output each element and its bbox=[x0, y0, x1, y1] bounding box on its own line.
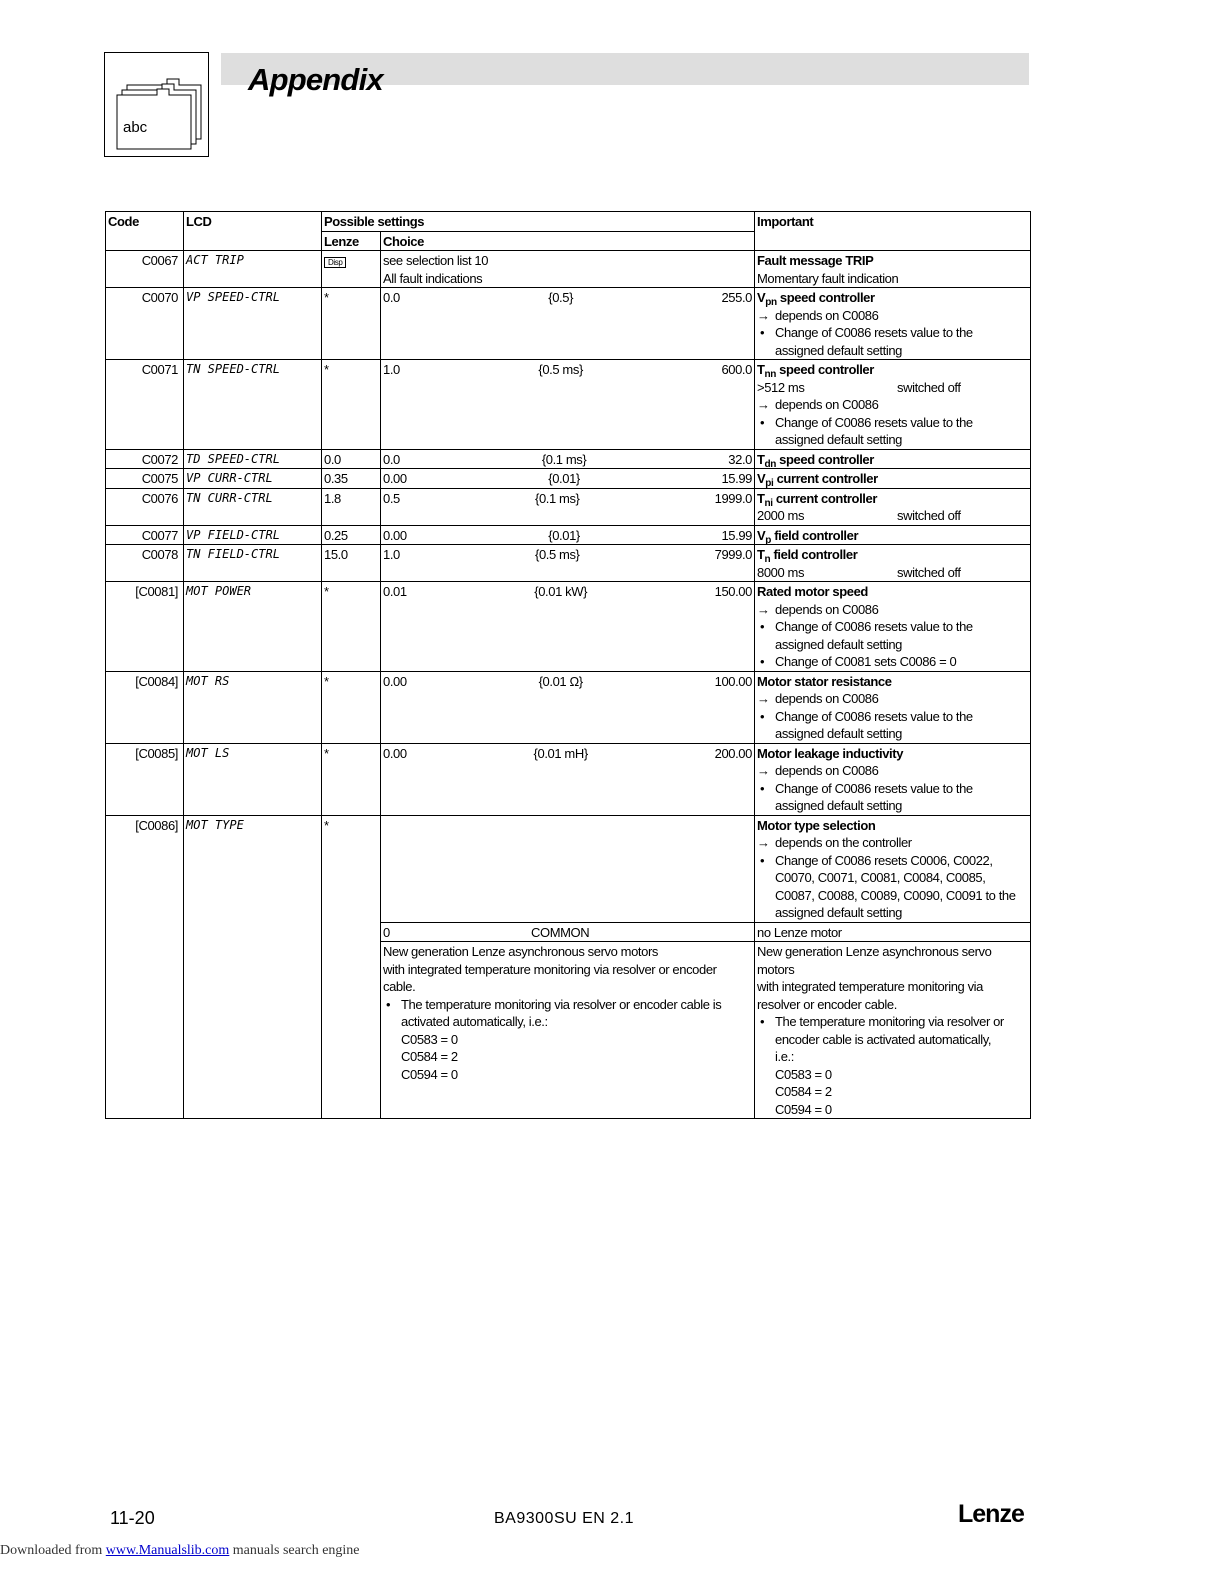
download-prefix: Downloaded from bbox=[0, 1543, 106, 1558]
lenze-cell bbox=[322, 449, 381, 469]
important-cell bbox=[755, 288, 1031, 360]
header-code: Code bbox=[106, 212, 184, 251]
range-max: 15.99 bbox=[721, 527, 752, 543]
table-row bbox=[106, 582, 1031, 672]
threshold: 2000 ms bbox=[757, 508, 805, 523]
table-row bbox=[106, 251, 1031, 288]
bullet-continuation: assigned default setting bbox=[775, 432, 902, 447]
arrow-note: → depends on the controller bbox=[757, 834, 1028, 852]
important-cell bbox=[755, 815, 1031, 922]
range-max: 32.0 bbox=[728, 451, 752, 467]
arrow-note: → depends on C0086 bbox=[757, 601, 1028, 619]
range-step: {0.5 ms} bbox=[535, 547, 580, 562]
lenze-cell bbox=[322, 582, 381, 672]
range-min: 0.00 bbox=[383, 673, 407, 689]
choice-cell bbox=[381, 360, 755, 450]
lenze-cell bbox=[322, 251, 381, 288]
range-min: 0.5 bbox=[383, 490, 400, 506]
title-subscript: nn bbox=[764, 369, 776, 380]
lcd-cell: VP FIELD-CTRL bbox=[184, 525, 322, 545]
important-title bbox=[757, 451, 1028, 469]
title-subscript: pn bbox=[765, 297, 777, 308]
range-step: {0.01} bbox=[548, 471, 580, 486]
bullet-continuation: C0584 = 2 bbox=[401, 1049, 458, 1064]
range bbox=[383, 527, 752, 545]
important-cell bbox=[755, 525, 1031, 545]
bullet-note: • Change of C0081 sets C0086 = 0 bbox=[757, 653, 1028, 671]
important-cell bbox=[755, 488, 1031, 525]
lcd-cell: MOT TYPE bbox=[184, 815, 322, 1119]
disp-badge: Disp bbox=[324, 257, 346, 268]
description-line: New generation Lenze asynchronous servo motors bbox=[383, 944, 658, 959]
choice-cell bbox=[381, 582, 755, 672]
table-row bbox=[106, 360, 1031, 450]
arrow-note: → depends on C0086 bbox=[757, 396, 1028, 414]
code-cell: C0070 bbox=[106, 288, 184, 360]
option-name: COMMON bbox=[531, 924, 590, 940]
choice-line: All fault indications bbox=[383, 270, 483, 286]
title-symbol: T bbox=[757, 547, 765, 562]
important-cell bbox=[755, 582, 1031, 672]
title-subscript: dn bbox=[764, 458, 776, 470]
lcd-cell: MOT LS bbox=[184, 743, 322, 815]
important-cell bbox=[755, 545, 1031, 582]
description-important bbox=[755, 942, 1031, 1119]
bullet-continuation: encoder cable is activated automatically, bbox=[775, 1031, 992, 1047]
code-cell: C0071 bbox=[106, 360, 184, 450]
title-subscript: p bbox=[765, 534, 771, 546]
range-min: 1.0 bbox=[383, 547, 400, 562]
bullet-continuation: C0070, C0071, C0081, C0084, C0085, bbox=[775, 870, 986, 885]
title-text: speed controller bbox=[775, 451, 874, 467]
title-subscript: pi bbox=[765, 478, 774, 489]
range-step: {0.01 kW} bbox=[534, 584, 588, 599]
important-cell bbox=[755, 449, 1031, 469]
range-max: 7999.0 bbox=[714, 547, 752, 562]
code-cell: C0072 bbox=[106, 449, 184, 469]
bullet-note: • Change of C0086 resets value to the bbox=[757, 708, 1028, 726]
title-symbol: V bbox=[757, 527, 766, 543]
range bbox=[383, 546, 752, 564]
table-row-c0086 bbox=[106, 815, 1031, 922]
title-text: current controller bbox=[772, 490, 878, 506]
lenze-value: * bbox=[324, 290, 329, 305]
important-line: Momentary fault indication bbox=[757, 270, 899, 286]
download-notice bbox=[0, 1543, 360, 1559]
lenze-cell bbox=[322, 469, 381, 489]
important-title: Rated motor speed bbox=[757, 584, 868, 599]
description-line: resolver or encoder cable. bbox=[757, 996, 897, 1012]
bullet-continuation: assigned default setting bbox=[775, 636, 902, 652]
lenze-value: 0.0 bbox=[324, 451, 341, 467]
lenze-cell bbox=[322, 488, 381, 525]
code-cell: C0076 bbox=[106, 488, 184, 525]
code-cell: [C0085] bbox=[106, 743, 184, 815]
bullet-continuation: C0583 = 0 bbox=[775, 1066, 832, 1082]
table-row bbox=[106, 288, 1031, 360]
option-important: no Lenze motor bbox=[755, 922, 1031, 942]
lenze-cell bbox=[322, 545, 381, 582]
important-title bbox=[757, 289, 1028, 307]
range-max: 600.0 bbox=[721, 362, 752, 377]
range-step: {0.01 mH} bbox=[533, 745, 588, 761]
important-title: Fault message TRIP bbox=[757, 253, 874, 268]
range-max: 1999.0 bbox=[714, 490, 752, 506]
lcd-cell: TD SPEED-CTRL bbox=[184, 449, 322, 469]
range-max: 200.00 bbox=[714, 745, 752, 761]
lenze-cell bbox=[322, 743, 381, 815]
bullet-continuation: assigned default setting bbox=[775, 905, 902, 920]
lcd-cell: TN FIELD-CTRL bbox=[184, 545, 322, 582]
range bbox=[383, 289, 752, 307]
range bbox=[383, 583, 752, 601]
lenze-value: * bbox=[324, 362, 329, 377]
range-max: 255.0 bbox=[721, 290, 752, 305]
header-important: Important bbox=[755, 212, 1031, 251]
lenze-value: * bbox=[324, 673, 329, 689]
range-step: {0.1 ms} bbox=[535, 490, 580, 506]
choice-cell bbox=[381, 525, 755, 545]
bullet-continuation: C0594 = 0 bbox=[401, 1066, 458, 1082]
lenze-cell bbox=[322, 525, 381, 545]
header-possible-settings: Possible settings bbox=[322, 212, 755, 232]
important-title bbox=[757, 546, 1028, 564]
choice-cell bbox=[381, 671, 755, 743]
bullet-note: • The temperature monitoring via resolver or bbox=[757, 1013, 1028, 1031]
download-suffix: manuals search engine bbox=[229, 1543, 360, 1558]
range bbox=[383, 470, 752, 488]
important-title bbox=[757, 361, 1028, 379]
lenze-value: * bbox=[324, 584, 329, 599]
lenze-value: 0.35 bbox=[324, 471, 348, 486]
bullet-note: • Change of C0086 resets value to the bbox=[757, 618, 1028, 636]
document-id: BA9300SU EN 2.1 bbox=[494, 1510, 635, 1527]
important-title bbox=[757, 470, 1028, 488]
lenze-cell bbox=[322, 671, 381, 743]
bullet-note: • Change of C0086 resets value to the bbox=[757, 780, 1028, 798]
lenze-value: 0.25 bbox=[324, 527, 348, 543]
important-title bbox=[757, 490, 1028, 508]
code-cell: C0067 bbox=[106, 251, 184, 288]
title-symbol: T bbox=[757, 451, 765, 467]
title-subscript: n bbox=[764, 554, 771, 565]
bullet-note: • The temperature monitoring via resolver or encoder cable is bbox=[383, 996, 752, 1014]
title-symbol: V bbox=[757, 471, 766, 486]
title-text: speed controller bbox=[775, 362, 874, 377]
option-value: 0 bbox=[383, 924, 390, 940]
title-symbol: T bbox=[757, 490, 765, 506]
table-row bbox=[106, 488, 1031, 525]
lenze-value: 15.0 bbox=[324, 547, 348, 562]
range-min: 0.0 bbox=[383, 290, 400, 305]
lenze-cell bbox=[322, 360, 381, 450]
bullet-continuation: C0584 = 2 bbox=[775, 1084, 832, 1099]
table-row bbox=[106, 743, 1031, 815]
lcd-cell: VP CURR-CTRL bbox=[184, 469, 322, 489]
bullet-note: • Change of C0086 resets value to the bbox=[757, 414, 1028, 432]
title-subscript: ni bbox=[764, 497, 773, 509]
choice-cell bbox=[381, 288, 755, 360]
lcd-cell: TN CURR-CTRL bbox=[184, 488, 322, 525]
page-title: Appendix bbox=[248, 62, 383, 97]
bullet-continuation: C0583 = 0 bbox=[401, 1031, 458, 1047]
threshold: 8000 ms bbox=[757, 564, 805, 580]
bullet-continuation: assigned default setting bbox=[775, 342, 902, 358]
header-lcd: LCD bbox=[184, 212, 322, 251]
range bbox=[383, 745, 752, 763]
switch-off-note bbox=[757, 507, 1028, 525]
lenze-cell bbox=[322, 288, 381, 360]
important-title: Motor type selection bbox=[757, 817, 876, 833]
range-max: 150.00 bbox=[714, 584, 752, 599]
important-cell bbox=[755, 360, 1031, 450]
bullet-continuation: C0087, C0088, C0089, C0090, C0091 to the bbox=[775, 887, 1016, 903]
arrow-note: → depends on C0086 bbox=[757, 762, 1028, 780]
option-choice bbox=[381, 922, 755, 942]
title-symbol: T bbox=[757, 362, 765, 377]
code-cell: [C0084] bbox=[106, 671, 184, 743]
arrow-note: → depends on C0086 bbox=[757, 690, 1028, 708]
important-title: Motor leakage inductivity bbox=[757, 745, 904, 761]
range bbox=[383, 361, 752, 379]
code-cell: C0077 bbox=[106, 525, 184, 545]
table-row bbox=[106, 671, 1031, 743]
range-step: {0.5} bbox=[548, 290, 574, 305]
lenze-cell: * bbox=[322, 815, 381, 1119]
range-min: 0.00 bbox=[383, 471, 407, 486]
range-step: {0.1 ms} bbox=[541, 451, 587, 467]
icon-label: abc bbox=[123, 119, 148, 136]
choice-cell bbox=[381, 469, 755, 489]
important-title bbox=[757, 527, 1028, 545]
page-number: 11-20 bbox=[110, 1508, 155, 1528]
folder-stack-icon bbox=[104, 52, 209, 157]
threshold-effect: switched off bbox=[897, 508, 961, 523]
table-row bbox=[106, 545, 1031, 582]
table-row bbox=[106, 469, 1031, 489]
important-title: Motor stator resistance bbox=[757, 673, 892, 689]
parameter-table bbox=[105, 211, 1031, 1119]
code-cell: C0075 bbox=[106, 469, 184, 489]
code-cell: C0078 bbox=[106, 545, 184, 582]
bullet-continuation: assigned default setting bbox=[775, 726, 902, 741]
description-line: cable. bbox=[383, 979, 416, 994]
important-cell bbox=[755, 469, 1031, 489]
code-cell: [C0086] bbox=[106, 815, 184, 1119]
lcd-cell: MOT RS bbox=[184, 671, 322, 743]
choice-line: see selection list 10 bbox=[383, 253, 489, 268]
switch-off-note bbox=[757, 379, 1028, 397]
description-line: motors bbox=[757, 961, 795, 977]
description-line: New generation Lenze asynchronous servo bbox=[757, 944, 992, 959]
switch-off-note bbox=[757, 564, 1028, 582]
title-text: speed controller bbox=[776, 290, 875, 305]
manualslib-link[interactable]: www.Manualslib.com bbox=[105, 1543, 230, 1558]
range-max: 15.99 bbox=[721, 471, 752, 486]
title-text: field controller bbox=[770, 547, 858, 562]
lcd-cell: ACT TRIP bbox=[184, 251, 322, 288]
range-min: 1.0 bbox=[383, 362, 400, 377]
choice-cell bbox=[381, 743, 755, 815]
bullet-note: • Change of C0086 resets C0006, C0022, bbox=[757, 852, 1028, 870]
table-header-row bbox=[106, 212, 1031, 232]
bullet-continuation: i.e.: bbox=[775, 1049, 794, 1064]
code-cell: [C0081] bbox=[106, 582, 184, 672]
lenze-value: 1.8 bbox=[324, 490, 341, 506]
bullet-continuation: assigned default setting bbox=[775, 798, 902, 813]
range bbox=[383, 490, 752, 508]
choice-cell bbox=[381, 449, 755, 469]
threshold-effect: switched off bbox=[897, 564, 961, 580]
range-max: 100.00 bbox=[714, 673, 752, 689]
header-choice: Choice bbox=[381, 231, 755, 251]
option-value-name bbox=[383, 924, 752, 942]
important-cell bbox=[755, 251, 1031, 288]
range-min: 0.00 bbox=[383, 745, 407, 761]
range-step: {0.01} bbox=[548, 527, 580, 543]
choice-cell bbox=[381, 488, 755, 525]
range-min: 0.0 bbox=[383, 451, 400, 467]
description-choice bbox=[381, 942, 755, 1119]
lcd-cell: VP SPEED-CTRL bbox=[184, 288, 322, 360]
description-line: with integrated temperature monitoring via resolver or encoder bbox=[383, 961, 717, 977]
table-row bbox=[106, 525, 1031, 545]
range bbox=[383, 673, 752, 691]
lcd-cell: TN SPEED-CTRL bbox=[184, 360, 322, 450]
range-step: {0.5 ms} bbox=[538, 362, 583, 377]
choice-cell-empty bbox=[381, 815, 755, 922]
description-line: with integrated temperature monitoring via bbox=[757, 979, 983, 994]
lenze-value: * bbox=[324, 745, 329, 761]
range-min: 0.00 bbox=[383, 527, 407, 543]
title-symbol: V bbox=[757, 290, 766, 305]
choice-cell bbox=[381, 251, 755, 288]
important-cell bbox=[755, 671, 1031, 743]
bullet-continuation: activated automatically, i.e.: bbox=[401, 1014, 548, 1029]
bullet-note: • Change of C0086 resets value to the bbox=[757, 324, 1028, 342]
threshold-effect: switched off bbox=[897, 379, 961, 395]
choice-cell bbox=[381, 545, 755, 582]
title-text: current controller bbox=[773, 471, 878, 486]
important-cell bbox=[755, 743, 1031, 815]
bullet-continuation: C0594 = 0 bbox=[775, 1101, 832, 1117]
threshold: >512 ms bbox=[757, 379, 805, 395]
lcd-cell: MOT POWER bbox=[184, 582, 322, 672]
lenze-logo: Lenze bbox=[958, 1500, 1024, 1528]
arrow-note: → depends on C0086 bbox=[757, 307, 1028, 325]
range-min: 0.01 bbox=[383, 584, 407, 599]
range-step: {0.01 Ω} bbox=[538, 673, 583, 689]
header-lenze: Lenze bbox=[322, 231, 381, 251]
range bbox=[383, 451, 752, 469]
table-row bbox=[106, 449, 1031, 469]
title-text: field controller bbox=[771, 527, 859, 543]
